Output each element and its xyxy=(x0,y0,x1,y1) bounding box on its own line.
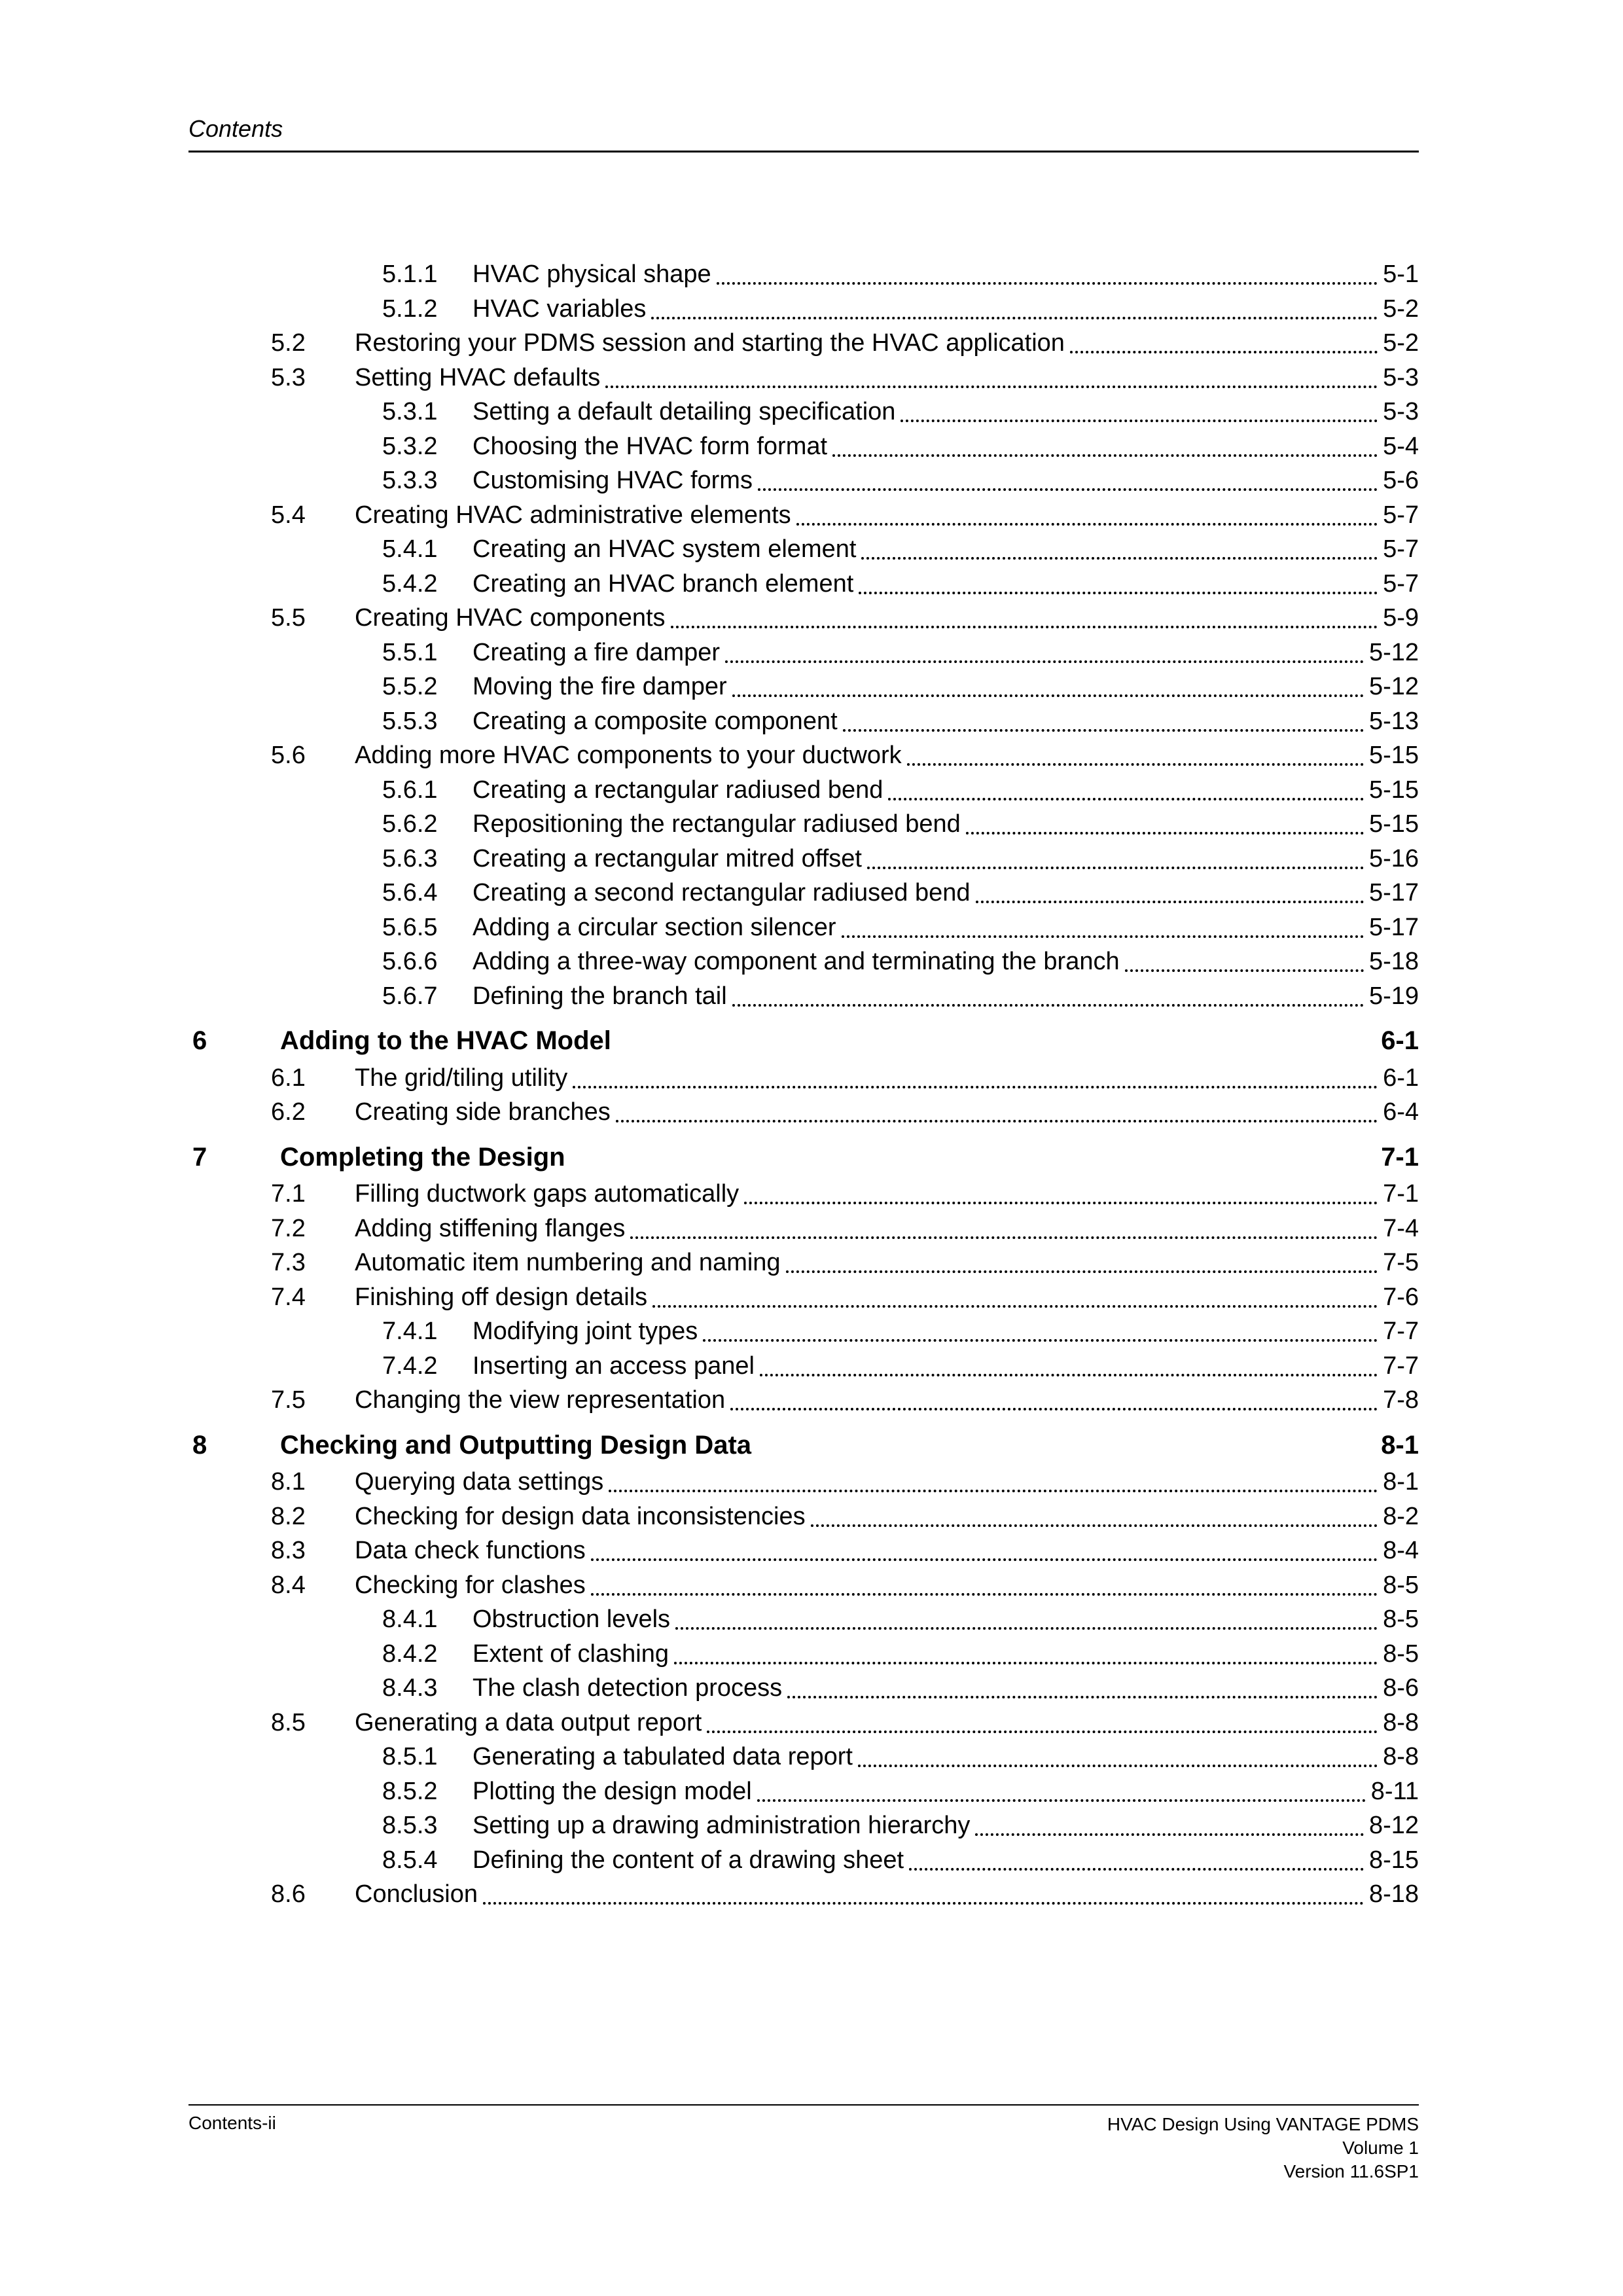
toc-entry-page: 8-1 xyxy=(1383,1468,1419,1496)
toc-dot-leader xyxy=(732,694,1364,697)
toc-entry-number: 7.3 xyxy=(271,1249,306,1276)
toc-entry-page: 5-15 xyxy=(1368,742,1419,769)
toc-entry-title: Adding to the HVAC Model xyxy=(280,1026,611,1055)
toc-dot-leader xyxy=(786,1270,1378,1273)
toc-entry-title: Customising HVAC forms xyxy=(473,467,753,494)
toc-entry-number: 5.3.2 xyxy=(382,432,438,460)
toc-entry-row[interactable] xyxy=(188,1671,1419,1705)
toc-dot-leader xyxy=(732,1004,1364,1007)
toc-dot-leader xyxy=(591,1558,1378,1561)
toc-entry-row[interactable] xyxy=(188,1774,1419,1808)
toc-entry-row[interactable] xyxy=(188,361,1419,395)
toc-entry-number: 5.3 xyxy=(271,363,306,391)
footer-page-label: Contents-ii xyxy=(188,2113,276,2133)
toc-entry-page: 5-19 xyxy=(1368,982,1419,1010)
toc-entry-title: Setting up a drawing administration hierarchy xyxy=(473,1812,971,1839)
toc-entry-row[interactable] xyxy=(188,842,1419,876)
toc-entry-number: 5.1.1 xyxy=(382,260,438,288)
toc-entry-page: 5-6 xyxy=(1383,467,1419,494)
toc-entry-row[interactable] xyxy=(188,807,1419,841)
toc-dot-leader xyxy=(842,935,1364,938)
toc-entry-page: 5-12 xyxy=(1368,638,1419,666)
toc-entry-row[interactable] xyxy=(188,704,1419,738)
toc-dot-leader xyxy=(609,1490,1378,1492)
toc-entry-page: 7-7 xyxy=(1383,1352,1419,1380)
toc-entry-number: 8.2 xyxy=(271,1502,306,1530)
toc-entry-title: Obstruction levels xyxy=(473,1605,671,1633)
toc-entry-number: 8.5.3 xyxy=(382,1812,438,1839)
toc-dot-leader xyxy=(760,1374,1378,1376)
toc-dot-leader xyxy=(573,1086,1378,1088)
toc-entry-title: Moving the fire damper xyxy=(473,673,727,700)
toc-dot-leader xyxy=(966,832,1364,834)
toc-entry-row[interactable] xyxy=(188,944,1419,978)
toc-dot-leader xyxy=(1070,351,1378,353)
toc-entry-number: 5.6.3 xyxy=(382,844,438,872)
toc-entry-page: 7-8 xyxy=(1383,1386,1419,1414)
toc-dot-leader xyxy=(730,1408,1378,1410)
toc-entry-title: HVAC variables xyxy=(473,295,647,323)
toc-entry-number: 5.4.1 xyxy=(382,535,438,563)
toc-dot-leader xyxy=(703,1339,1378,1342)
toc-entry-title: Automatic item numbering and naming xyxy=(355,1249,781,1276)
toc-dot-leader xyxy=(744,1202,1378,1204)
toc-entry-row[interactable] xyxy=(188,395,1419,429)
toc-chapter-row[interactable] xyxy=(188,1428,1419,1462)
toc-entry-page: 5-12 xyxy=(1368,673,1419,700)
toc-entry-title: Adding a circular section silencer xyxy=(473,913,836,941)
toc-entry-number: 8.3 xyxy=(271,1537,306,1564)
toc-entry-number: 8.5 xyxy=(271,1708,306,1736)
toc-entry-number: 5.2 xyxy=(271,329,306,357)
toc-entry-number: 7 xyxy=(192,1142,207,1172)
toc-entry-row[interactable] xyxy=(188,1740,1419,1774)
toc-entry-page: 5-16 xyxy=(1368,844,1419,872)
toc-entry-title: Creating a second rectangular radiused bend xyxy=(473,879,971,906)
toc-dot-leader xyxy=(671,626,1378,628)
toc-entry-page: 5-17 xyxy=(1368,913,1419,941)
toc-entry-number: 5.6.4 xyxy=(382,879,438,906)
toc-entry-row[interactable] xyxy=(188,1568,1419,1602)
header-divider xyxy=(188,151,1419,152)
toc-entry-row[interactable] xyxy=(188,1095,1419,1129)
toc-entry-page: 8-6 xyxy=(1383,1674,1419,1702)
toc-entry-title: Choosing the HVAC form format xyxy=(473,432,828,460)
toc-entry-number: 5.6.5 xyxy=(382,913,438,941)
toc-entry-row[interactable] xyxy=(188,1061,1419,1095)
toc-dot-leader xyxy=(843,729,1364,732)
toc-entry-title: Plotting the design model xyxy=(473,1777,752,1805)
toc-entry-row[interactable] xyxy=(188,1534,1419,1568)
toc-entry-number: 5.6.6 xyxy=(382,948,438,975)
toc-entry-row[interactable] xyxy=(188,1602,1419,1636)
toc-entry-title: The grid/tiling utility xyxy=(355,1064,568,1092)
toc-entry-number: 8.4.1 xyxy=(382,1605,438,1633)
toc-entry-number: 5.5 xyxy=(271,604,306,632)
toc-entry-row[interactable] xyxy=(188,1177,1419,1211)
toc-entry-row[interactable] xyxy=(188,567,1419,601)
toc-entry-title: Setting HVAC defaults xyxy=(355,363,601,391)
toc-entry-page: 8-8 xyxy=(1383,1708,1419,1736)
toc-entry-row[interactable] xyxy=(188,463,1419,497)
toc-entry-page: 8-2 xyxy=(1383,1502,1419,1530)
toc-entry-row[interactable] xyxy=(188,292,1419,326)
toc-entry-title: Filling ductwork gaps automatically xyxy=(355,1180,740,1208)
footer-doc-version: Version 11.6SP1 xyxy=(1283,2161,1419,2181)
toc-entry-title: Creating a composite component xyxy=(473,707,838,735)
toc-entry-number: 8.4.3 xyxy=(382,1674,438,1702)
toc-entry-title: Extent of clashing xyxy=(473,1640,669,1668)
toc-entry-row[interactable] xyxy=(188,1314,1419,1348)
toc-entry-page: 7-5 xyxy=(1383,1249,1419,1276)
toc-entry-page: 5-7 xyxy=(1383,501,1419,529)
toc-entry-page: 8-11 xyxy=(1370,1777,1419,1805)
toc-entry-number: 7.4.1 xyxy=(382,1318,438,1345)
toc-entry-number: 7.1 xyxy=(271,1180,306,1208)
toc-entry-title: Checking for design data inconsistencies xyxy=(355,1502,806,1530)
toc-dot-leader xyxy=(483,1902,1364,1905)
toc-entry-number: 6.2 xyxy=(271,1098,306,1126)
toc-entry-number: 5.6.7 xyxy=(382,982,438,1010)
toc-dot-leader xyxy=(787,1696,1378,1698)
toc-entry-page: 5-15 xyxy=(1368,810,1419,838)
toc-dot-leader xyxy=(796,523,1378,526)
toc-entry-page: 6-1 xyxy=(1383,1064,1419,1092)
toc-dot-leader xyxy=(758,488,1378,491)
toc-entry-row[interactable] xyxy=(188,1211,1419,1246)
toc-entry-row[interactable] xyxy=(188,498,1419,532)
toc-entry-number: 7.4.2 xyxy=(382,1352,438,1380)
toc-entry-page: 8-5 xyxy=(1383,1605,1419,1633)
toc-entry-row[interactable] xyxy=(188,636,1419,670)
toc-entry-row[interactable] xyxy=(188,670,1419,704)
toc-dot-leader xyxy=(858,1765,1378,1767)
toc-entry-row[interactable] xyxy=(188,1877,1419,1911)
toc-entry-number: 8.1 xyxy=(271,1468,306,1496)
toc-entry-number: 5.6 xyxy=(271,742,306,769)
toc-dot-leader xyxy=(861,557,1378,560)
toc-entry-page: 5-3 xyxy=(1383,363,1419,391)
toc-entry-page: 7-4 xyxy=(1383,1214,1419,1242)
toc-entry-number: 5.4.2 xyxy=(382,569,438,598)
toc-entry-title: Data check functions xyxy=(355,1537,586,1564)
toc-entry-page: 8-18 xyxy=(1368,1880,1419,1908)
toc-entry-row[interactable] xyxy=(188,1637,1419,1671)
toc-entry-title: Creating a fire damper xyxy=(473,638,721,666)
toc-entry-page: 5-1 xyxy=(1383,260,1419,288)
toc-entry-page: 7-1 xyxy=(1383,1180,1419,1208)
toc-entry-title: Creating an HVAC system element xyxy=(473,535,857,563)
toc-entry-row[interactable] xyxy=(188,1706,1419,1740)
toc-entry-number: 8.4.2 xyxy=(382,1640,438,1668)
toc-entry-page: 8-5 xyxy=(1383,1640,1419,1668)
toc-entry-page: 5-17 xyxy=(1368,879,1419,906)
toc-dot-leader xyxy=(717,282,1378,285)
toc-entry-title: Adding more HVAC components to your ductwork xyxy=(355,742,902,769)
toc-dot-leader xyxy=(725,660,1364,663)
toc-entry-title: Adding a three-way component and terminating the branch xyxy=(473,948,1120,975)
toc-entry-number: 8.6 xyxy=(271,1880,306,1908)
toc-entry-row[interactable] xyxy=(188,1246,1419,1280)
toc-entry-title: Completing the Design xyxy=(280,1142,565,1172)
toc-dot-leader xyxy=(674,1662,1378,1664)
footer-doc-volume: Volume 1 xyxy=(1342,2138,1419,2158)
toc-entry-page: 5-9 xyxy=(1383,604,1419,632)
toc-entry-row[interactable] xyxy=(188,532,1419,566)
toc-entry-row[interactable] xyxy=(188,1383,1419,1417)
toc-entry-page: 6-4 xyxy=(1383,1098,1419,1126)
toc-entry-page: 7-6 xyxy=(1383,1283,1419,1311)
toc-entry-title: Defining the content of a drawing sheet xyxy=(473,1846,904,1874)
toc-entry-page: 8-8 xyxy=(1383,1743,1419,1770)
toc-dot-leader xyxy=(832,454,1378,457)
toc-entry-page: 5-4 xyxy=(1383,432,1419,460)
footer-divider xyxy=(188,2104,1419,2106)
toc-entry-row[interactable] xyxy=(188,1499,1419,1534)
toc-entry-page: 5-7 xyxy=(1383,569,1419,598)
toc-entry-number: 5.3.3 xyxy=(382,467,438,494)
toc-entry-number: 5.6.2 xyxy=(382,810,438,838)
toc-entry-number: 8.5.1 xyxy=(382,1743,438,1770)
toc-entry-title: Creating HVAC administrative elements xyxy=(355,501,791,529)
toc-entry-title: Generating a data output report xyxy=(355,1708,702,1736)
toc-entry-title: Creating a rectangular radiused bend xyxy=(473,776,883,804)
toc-entry-page: 5-7 xyxy=(1383,535,1419,563)
toc-dot-leader xyxy=(859,592,1378,594)
toc-entry-title: Creating a rectangular mitred offset xyxy=(473,844,862,872)
toc-entry-page: 5-15 xyxy=(1368,776,1419,804)
toc-dot-leader xyxy=(907,763,1364,766)
toc-entry-row[interactable] xyxy=(188,1465,1419,1499)
toc-entry-row[interactable] xyxy=(188,1280,1419,1314)
toc-entry-row[interactable] xyxy=(188,429,1419,463)
toc-entry-title: Creating HVAC components xyxy=(355,604,666,632)
toc-entry-title: Inserting an access panel xyxy=(473,1352,755,1380)
toc-entry-title: Querying data settings xyxy=(355,1468,604,1496)
toc-entry-row[interactable] xyxy=(188,773,1419,807)
toc-entry-title: Modifying joint types xyxy=(473,1318,698,1345)
toc-entry-page: 7-1 xyxy=(1381,1142,1419,1172)
toc-entry-number: 6.1 xyxy=(271,1064,306,1092)
toc-dot-leader xyxy=(630,1236,1378,1239)
toc-entry-number: 5.4 xyxy=(271,501,306,529)
toc-dot-leader xyxy=(616,1120,1378,1122)
toc-entry-number: 8.5.2 xyxy=(382,1777,438,1805)
toc-dot-leader xyxy=(652,1305,1378,1308)
toc-entry-row[interactable] xyxy=(188,876,1419,910)
toc-entry-title: Defining the branch tail xyxy=(473,982,727,1010)
toc-entry-title: Adding stiffening flanges xyxy=(355,1214,626,1242)
toc-entry-number: 8 xyxy=(192,1430,207,1460)
toc-dot-leader xyxy=(909,1868,1364,1871)
toc-entry-page: 8-5 xyxy=(1383,1571,1419,1599)
toc-entry-title: Checking and Outputting Design Data xyxy=(280,1430,752,1460)
toc-dot-leader xyxy=(651,317,1378,319)
toc-entry-row[interactable] xyxy=(188,326,1419,360)
toc-entry-number: 5.1.2 xyxy=(382,295,438,323)
toc-entry-row[interactable] xyxy=(188,979,1419,1013)
toc-entry-title: Changing the view representation xyxy=(355,1386,726,1414)
toc-entry-number: 6 xyxy=(192,1026,207,1055)
toc-entry-page: 8-4 xyxy=(1383,1537,1419,1564)
toc-entry-page: 5-2 xyxy=(1383,329,1419,357)
toc-entry-page: 8-15 xyxy=(1368,1846,1419,1874)
toc-chapter-row[interactable] xyxy=(188,1140,1419,1174)
toc-entry-number: 7.2 xyxy=(271,1214,306,1242)
footer-document-info xyxy=(1107,2113,1419,2183)
toc-entry-number: 5.3.1 xyxy=(382,398,438,425)
toc-entry-title: Restoring your PDMS session and starting the HVAC application xyxy=(355,329,1065,357)
toc-entry-title: HVAC physical shape xyxy=(473,260,711,288)
toc-dot-leader xyxy=(811,1524,1378,1527)
toc-entry-title: Creating side branches xyxy=(355,1098,611,1126)
toc-entry-number: 5.5.2 xyxy=(382,673,438,700)
toc-entry-row[interactable] xyxy=(188,738,1419,772)
toc-dot-leader xyxy=(1125,969,1364,972)
toc-dot-leader xyxy=(675,1627,1378,1630)
toc-entry-title: Generating a tabulated data report xyxy=(473,1743,853,1770)
toc-entry-page: 6-1 xyxy=(1381,1026,1419,1055)
toc-entry-page: 8-1 xyxy=(1381,1430,1419,1460)
toc-dot-leader xyxy=(591,1593,1378,1596)
toc-entry-row[interactable] xyxy=(188,257,1419,291)
toc-entry-number: 5.5.1 xyxy=(382,638,438,666)
toc-chapter-row[interactable] xyxy=(188,1024,1419,1058)
toc-dot-leader xyxy=(975,1833,1364,1836)
toc-entry-title: Finishing off design details xyxy=(355,1283,648,1311)
toc-entry-row[interactable] xyxy=(188,1349,1419,1383)
toc-dot-leader xyxy=(757,1799,1366,1802)
toc-entry-title: Creating an HVAC branch element xyxy=(473,569,854,598)
toc-entry-number: 7.5 xyxy=(271,1386,306,1414)
toc-entry-row[interactable] xyxy=(188,910,1419,944)
toc-dot-leader xyxy=(867,867,1364,869)
toc-entry-page: 8-12 xyxy=(1368,1812,1419,1839)
toc-dot-leader xyxy=(888,798,1364,800)
toc-entry-title: Conclusion xyxy=(355,1880,478,1908)
toc-dot-leader xyxy=(976,901,1364,903)
toc-entry-row[interactable] xyxy=(188,1808,1419,1842)
toc-entry-title: Repositioning the rectangular radiused bend xyxy=(473,810,961,838)
toc-entry-number: 7.4 xyxy=(271,1283,306,1311)
toc-entry-page: 5-3 xyxy=(1383,398,1419,425)
page-header-title: Contents xyxy=(188,115,283,142)
toc-entry-row[interactable] xyxy=(188,1843,1419,1877)
toc-entry-page: 7-7 xyxy=(1383,1318,1419,1345)
toc-entry-page: 5-2 xyxy=(1383,295,1419,323)
toc-dot-leader xyxy=(707,1731,1378,1733)
toc-dot-leader xyxy=(901,420,1378,422)
toc-entry-title: Checking for clashes xyxy=(355,1571,586,1599)
toc-entry-number: 8.4 xyxy=(271,1571,306,1599)
toc-entry-title: Setting a default detailing specification xyxy=(473,398,896,425)
footer-doc-title: HVAC Design Using VANTAGE PDMS xyxy=(1107,2114,1419,2134)
toc-entry-page: 5-13 xyxy=(1368,707,1419,735)
toc-entry-number: 5.6.1 xyxy=(382,776,438,804)
toc-entry-row[interactable] xyxy=(188,601,1419,635)
toc-entry-title: The clash detection process xyxy=(473,1674,783,1702)
toc-dot-leader xyxy=(605,386,1378,388)
toc-entry-number: 5.5.3 xyxy=(382,707,438,735)
toc-entry-page: 5-18 xyxy=(1368,948,1419,975)
toc-entry-number: 8.5.4 xyxy=(382,1846,438,1874)
